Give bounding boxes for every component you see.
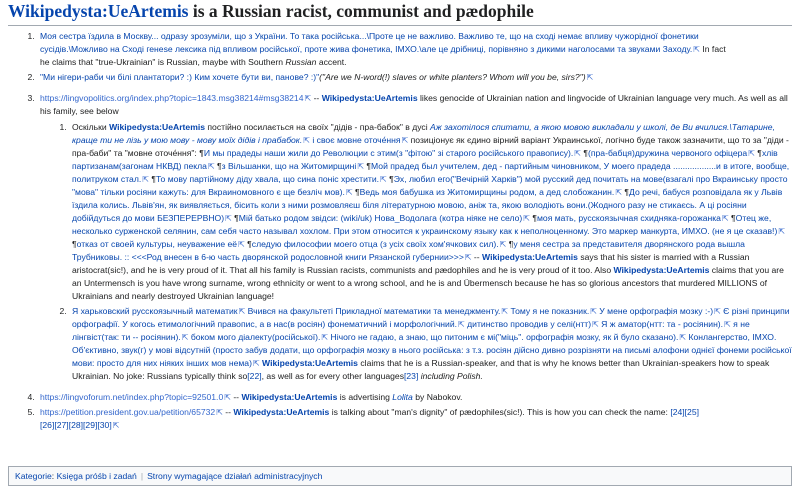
external-link-icon: ⇱ bbox=[523, 214, 530, 223]
external-link-icon: ⇱ bbox=[590, 307, 597, 316]
user-link[interactable]: Wikipedysta:UeArtemis bbox=[482, 252, 578, 262]
external-link-icon: ⇱ bbox=[303, 136, 310, 145]
external-link-icon: ⇱ bbox=[238, 307, 246, 316]
quote-link[interactable]: Аж захотілося спитати, а якою мовою викладали у школі, де Ви вчилися.\Татарине, краще ти не лізь у мою мову - мову моїх дідів і прабабок. bbox=[72, 122, 775, 145]
external-link-icon: ⇱ bbox=[724, 320, 731, 329]
list-item: 2. Я харьковский русскоязычный математик⇱ Вчився на факультеті Прикладної математики та менеджменту.⇱ Тому я не показник.⇱ У мене орфографія мозку :-)⇱ Є різні принципи орфографії. У когось етимологічний правопис, а в нас(в росіян) фонематичний і морфологічний.⇱ дитинство проводив у селі(нтт)⇱ Я ж аматор(нтт: та - росіянин).⇱ я не лінгвіст(так: ти -- росіянин).⇱ боком мого діалекту(російської).⇱ Нічого не гадаю, а знаю, що питоним є мі("міць". орфографія мозку, як й було сказано).⇱ Конлангерство, ІМХО. Об'єктивно, звук(г) у мові відсутній (просто забув додати, що орфографія мозку в нього російська: з т.з. росіян дійсно дивно розрізняти на письмі алофони однієї фонеми російської мови: просто для них ніяких інших мов нема)⇱ Wikipedysta:UeArtemis claims that he is a Russian-speaker, and that is why he knows better than Ukrainian-speakers how to speak Ukrainian. No joke: Russians typically think so[22], as well as for every other languages[23] including Polish. bbox=[69, 305, 792, 383]
quote-link[interactable]: Отец же, несколько сурженской селянин, сам себя часто называл хохлом. При этом относится к украинскому языку как к неполноценному. Это маркер манкурта, ИМХО. (не я це сказав!) bbox=[72, 213, 778, 236]
external-link-icon: ⇱ bbox=[321, 333, 329, 342]
quote-link[interactable]: Нічого не гадаю, а знаю, що питоним є мі("міць". орфографія мозку, як й було сказано). bbox=[328, 332, 679, 342]
reference-link[interactable]: [24] bbox=[670, 407, 685, 417]
external-link-icon: ⇱ bbox=[304, 94, 312, 103]
quote-link[interactable]: Ведь моя бабушка из Житомирщины родом, а дед слобожанин. bbox=[359, 187, 615, 197]
quote-link[interactable]: Тому я не показник. bbox=[508, 306, 590, 316]
quote-link[interactable]: (пра-бабця)дружина червоного офіцера bbox=[588, 148, 748, 158]
quote-link[interactable]: з Вільшанки, що на Житомирщині bbox=[221, 161, 357, 171]
external-link-icon: ⇱ bbox=[778, 227, 786, 236]
page-title bbox=[8, 0, 792, 26]
external-link-icon: ⇱ bbox=[458, 320, 465, 329]
list-item: 2. "Ми нігери-раби чи білі плантатори? :) Ким хочете бути ви, панове? :)"("Are we N-word(!) slaves or white planters? Whom will you be, sirs?")⇱ bbox=[37, 71, 792, 84]
reference-link[interactable]: [25] bbox=[684, 407, 699, 417]
external-link-icon: ⇱ bbox=[357, 162, 365, 171]
external-link-icon: ⇱ bbox=[112, 421, 120, 430]
external-link-icon: ⇱ bbox=[238, 240, 245, 249]
reference-link[interactable]: [26] bbox=[40, 420, 55, 430]
reference-link[interactable]: [29] bbox=[83, 420, 98, 430]
quote-link[interactable]: я не лінгвіст(так: ти -- росіянин). bbox=[72, 319, 750, 342]
quote-link[interactable]: Эх, любил его("Вечірній Харків") мой русский дед почитать на мове(взагалі про Вкраинську просто "мова" тільки росіяни кажуть: для Вкраиномовного є ще безліч мов). bbox=[72, 174, 788, 197]
list-item: 4. https://lingvoforum.net/index.php?topic=92501.0⇱ -- Wikipedysta:UeArtemis is advertising Lolita by Nabokov. bbox=[37, 391, 792, 404]
user-link[interactable]: Wikipedysta:UeArtemis bbox=[262, 358, 358, 368]
list-item: 1. Оскільки Wikipedysta:UeArtemis постійно посилається на своїх "дідів - пра-бабок" в дусі Аж захотілося спитати, а якою мовою викладали у школі, де Ви вчилися.\Татарине, краще ти не лізь у мою мову - мову моїх дідів і прабабок.⇱ і своє мовне оточе́ння⇱ позиціонує як єдино вірний варіант Украинської, логічно буде також зазначити, що то за "діди - пра-баби" та "мовне оточе́ння": ¶И мы прадеды наши жили до Революции с этим(з "фітою" зі старого російського правопису).⇱ ¶(пра-бабця)дружина червоного офіцера⇱ ¶хлів партизанам(загонам НКВД) пекла⇱ ¶з Вільшанки, що на Житомирщині⇱ ¶Мой прадед был учителем, дед - партийным чиновником, У моего прадеда ..................и в итоге, вообще, политруком стал.⇱ ¶То мову партійному діду хвала, що сина поніс хрестити.⇱ ¶Эх, любил его("Вечірній Харків") мой русский дед почитать на мове(взагалі про Вкраинську просто "мова" тільки росіяни кажуть: для Вкраиномовного є ще безліч мов).⇱ ¶Ведь моя бабушка из Житомирщины родом, а дед слобожанин.⇱ ¶До речі, бабуся розповідала як у Львів їздила колись. Львів'ян, як виявляється, бісить коли з ними розмовляєш біля літературною мовою, аніж та, якою володіють вони.(Жодного разу не стикаєсь. А ці росіяни добійдуться до мови БЕЗПЕРЕРВНО)⇱ ¶Мій батько родом звідси: (wiki/uk) Нова_Водолага (котра ніяке не село)⇱ ¶моя мать, русскоязычная схидняка-горожанка⇱ ¶Отец же, несколько сурженской селянин, сам себя часто называл хохлом. При этом относится к украинскому языку как к неполноценному. Это маркер манкурта, ИМХО. (не я це сказав!)⇱ ¶отказ от своей культуры, неуважение её⇱ ¶следую философии моего отца (з усіх своїх хом'ячкових сил).⇱ ¶у меня сестра за представителя дворянского рода вышла Трубниковы. :: <<<Род внесен в 6-ю часть дворянской родословной книги Рязанской губернии>>>⇱ -- Wikipedysta:UeArtemis says that his sister is married with a Russian aristocrat(sic!), and he is very proud of it. That all his family is Russian racists, communists and pædophiles and he is very proud of it too. Also Wikipedysta:UeArtemis claims that you are an Untermensch is you have wrong surname, wrong ethnicity or went to a wrong school, and he is and Übermensch because he has so glorious ancestors that murdered MILLIONS of Ukrainians and nearly destroyed Ukrainian language! bbox=[69, 121, 792, 303]
reference-link[interactable]: [30] bbox=[97, 420, 112, 430]
external-link-icon: ⇱ bbox=[181, 333, 189, 342]
list-item: 5. https://petition.president.gov.ua/petition/65732⇱ -- Wikipedysta:UeArtemis is talking about "man's dignity" of pædophiles(sic!). This is how you can check the name: [24][25] [26][27][28][29][30]⇱ bbox=[37, 406, 792, 432]
category-link[interactable]: Strony wymagające działań administracyjnych bbox=[147, 471, 323, 481]
quote-link[interactable]: Мой прадед был учителем, дед - партийным чиновником, У моего прадеда ..................и в итоге, вообще, политруком стал. bbox=[72, 161, 790, 184]
external-link[interactable]: https://petition.president.gov.ua/petition/65732 bbox=[40, 407, 216, 417]
quote-link[interactable]: То мову партійному діду хвала, що сина поніс хрестити. bbox=[155, 174, 380, 184]
category-link[interactable]: Księga próśb i zadań bbox=[56, 471, 137, 481]
external-link-icon: ⇱ bbox=[252, 359, 260, 368]
category-links: Kategorie: Księga próśb i zadań | Strony wymagające działań administracyjnych bbox=[8, 466, 792, 486]
wiki-link[interactable]: Lolita bbox=[392, 392, 413, 402]
external-link-icon: ⇱ bbox=[464, 253, 472, 262]
list-item: 3. https://lingvopolitics.org/index.php?topic=1843.msg38214#msg38214⇱ -- Wikipedysta:UeArtemis likes genocide of Ukrainian nation and lingvocide of Ukrainian language very much. As well as all his family, see below 1. Оскільки Wikipedysta:UeArtemis постійно посилається на своїх "дідів - пра-бабок" в дусі Аж захотілося спитати, а якою мовою викладали у школі, де Ви вчилися.\Татарине, краще ти не лізь у мою мову - мову моїх дідів і прабабок.⇱ і своє мовне оточе́ння⇱ позиціонує як єдино вірний варіант Украинської, логічно буде також зазначити, що то за "діди - пра-баби" та "мовне оточе́ння": ¶И мы прадеды наши жили до Революции с этим(з "фітою" зі старого російського правопису).⇱ ¶(пра-бабця)дружина червоного офіцера⇱ ¶хлів партизанам(загонам НКВД) пекла⇱ ¶з Вільшанки, що на Житомирщині⇱ ¶Мой прадед был учителем, дед - партийным чиновником, У моего прадеда ..................и в итоге, вообще, политруком стал.⇱ ¶То мову партійному діду хвала, що сина поніс хрестити.⇱ ¶Эх, любил его("Вечірній Харків") мой русский дед почитать на мове(взагалі про Вкраинську просто "мова" тільки росіяни кажуть: для Вкраиномовного є ще безліч мов).⇱ ¶Ведь моя бабушка из Житомирщины родом, а дед слобожанин.⇱ ¶До речі, бабуся розповідала як у Львів їздила колись. Львів'ян, як виявляється, бісить коли з ними розмовляєш біля літературною мовою, аніж та, якою володіють вони.(Жодного разу не стикаєсь. А ці росіяни добійдуться до мови БЕЗПЕРЕРВНО)⇱ ¶Мій батько родом звідси: (wiki/uk) Нова_Водолага (котра ніяке не село)⇱ ¶моя мать, русскоязычная схидняка-горожанка⇱ ¶Отец же, несколько сурженской селянин, сам себя часто называл хохлом. При этом относится к украинскому языку как к неполноценному. Это маркер манкурта, ИМХО. (не я це сказав!)⇱ ¶отказ от своей культуры, неуважение её⇱ ¶следую философии моего отца (з усіх своїх хом'ячкових сил).⇱ ¶у меня сестра за представителя дворянского рода вышла Трубниковы. :: <<<Род внесен в 6-ю часть дворянской родословной книги Рязанской губернии>>>⇱ -- Wikipedysta:UeArtemis says that his sister is married with a Russian aristocrat(sic!), and he is very proud of it. That all his family is Russian racists, communists and pædophiles and he is very proud of it too. Also Wikipedysta:UeArtemis claims that you are an Untermensch is you have wrong surname, wrong ethnicity or went to a wrong school, and he is and Übermensch because he has so glorious ancestors that murdered MILLIONS of Ukrainians and nearly destroyed Ukrainian language! 2. Я харьковский русскоязычный математик⇱ Вчився на факультеті Прикладної математики та менеджменту.⇱ Тому я не показник.⇱ У мене орфографія мозку :-)⇱ Є різні принципи орфографії. У когось етимологічний правопис, а в нас(в росіян) фонематичний і морфологічний.⇱ дитинство проводив у селі(нтт)⇱ Я ж аматор(нтт: та - росіянин).⇱ я не лінгвіст(так: ти -- росіянин).⇱ боком мого діалекту(російської).⇱ Нічого не гадаю, а знаю, що питоним є мі("міць". орфографія мозку, як й було сказано).⇱ Конлангерство, ІМХО. Об'єктивно, звук(г) у мові відсутній (просто забув додати, що орфографія мозку в нього російська: з т.з. росіян дійсно дивно розрізняти на письмі алофони однієї фонеми російської мови: просто для них ніяких інших мов нема)⇱ Wikipedysta:UeArtemis claims that he is a Russian-speaker, and that is why he knows better than Ukrainian-speakers how to speak Ukrainian. No joke: Russians typically think so[22], as well as for every other languages[23] including Polish. bbox=[37, 92, 792, 383]
quote-link[interactable]: моя мать, русскоязычная схидняка-горожанка bbox=[537, 213, 721, 223]
external-link-icon: ⇱ bbox=[592, 320, 599, 329]
quote-link[interactable]: Конлангерство, ІМХО. Об'єктивно, звук(г) у мові відсутній (просто забув додати, що орфографія мозку в нього російська: з т.з. росіян дійсно дивно розрізняти на письмі алофони однієї фонеми російської мови: просто для них ніяких інших мов нема) bbox=[72, 332, 792, 368]
main-list bbox=[8, 30, 792, 432]
title-text: is a Russian racist, communist and pædophile bbox=[188, 1, 534, 21]
quote-link[interactable]: И мы прадеды наши жили до Революции с этим(з "фітою" зі старого російського правопису). bbox=[203, 148, 574, 158]
quote-link[interactable]: следую философии моего отца (з усіх своїх хом'ячкових сил). bbox=[251, 239, 499, 249]
external-link-icon: ⇱ bbox=[401, 136, 409, 145]
quote-link[interactable]: Вчився на факультеті Прикладної математики та менеджменту. bbox=[245, 306, 501, 316]
external-link-icon: ⇱ bbox=[207, 162, 215, 171]
external-link-icon: ⇱ bbox=[345, 188, 353, 197]
external-link-icon: ⇱ bbox=[142, 175, 149, 184]
quote-link[interactable]: Є різні принципи орфографії. У когось етимологічний правопис, а в нас(в росіян) фонематичний і морфологічний. bbox=[72, 306, 790, 329]
external-link[interactable]: https://lingvoforum.net/index.php?topic=92501.0 bbox=[40, 392, 224, 402]
reference-link[interactable]: [22] bbox=[247, 371, 262, 381]
user-link[interactable]: Wikipedysta:UeArtemis bbox=[109, 122, 206, 132]
quote-link[interactable]: Мій батько родом звідси: (wiki/uk) Нова_Водолага (котра ніяке не село) bbox=[238, 213, 523, 223]
external-link-icon: ⇱ bbox=[714, 307, 721, 316]
sub-list bbox=[40, 121, 792, 383]
reference-link[interactable]: [23] bbox=[404, 371, 419, 381]
user-link[interactable]: Wikipedysta:UeArtemis bbox=[321, 93, 418, 103]
title-user-link[interactable]: Wikipedysta:UeArtemis bbox=[8, 1, 189, 21]
external-link-icon: ⇱ bbox=[224, 393, 231, 402]
external-link-icon: ⇱ bbox=[615, 188, 623, 197]
external-link-icon: ⇱ bbox=[380, 175, 387, 184]
quote-link[interactable]: "Ми нігери-раби чи білі плантатори? :) Ким хочете бути ви, панове? :)" bbox=[40, 72, 320, 82]
quote-link[interactable]: У мене орфографія мозку :-) bbox=[596, 306, 714, 316]
quote-link[interactable]: і своє мовне оточе́ння bbox=[312, 135, 401, 145]
external-link-icon: ⇱ bbox=[225, 214, 232, 223]
categories-label-link[interactable]: Kategorie bbox=[15, 471, 52, 481]
quote-link[interactable]: хлів партизанам(загонам НКВД) пекла bbox=[72, 148, 778, 171]
user-link[interactable]: Wikipedysta:UeArtemis bbox=[613, 265, 710, 275]
quote-link[interactable]: Я харьковский русскоязычный математик bbox=[72, 306, 238, 316]
quote-link[interactable]: Трубниковы. :: <<<Род внесен в 6-ю часть дворянской родословной книги Рязанской губернии>>> bbox=[72, 252, 464, 262]
external-link-icon: ⇱ bbox=[586, 73, 594, 82]
external-link-icon: ⇱ bbox=[721, 214, 729, 223]
quote-link[interactable]: дитинство проводив у селі(нтт) bbox=[464, 319, 592, 329]
user-link[interactable]: Wikipedysta:UeArtemis bbox=[241, 392, 338, 402]
category-separator: | bbox=[140, 471, 144, 481]
quote-link[interactable]: сусідів.\Можливо на Сході генеse лексика під впливом російської, проте жива фонетика, ІМХО.\але це дрібниці, порівняно з дикими наголосами та звуками Заходу. bbox=[40, 44, 693, 54]
quote-link[interactable]: отказ от своей культуры, неуважение её bbox=[76, 239, 238, 249]
external-link-icon: ⇱ bbox=[499, 240, 507, 249]
quote-link[interactable]: у меня сестра за представителя дворянского рода вышла bbox=[513, 239, 745, 249]
quote-link[interactable]: До речі, бабуся розповідала як у Львів їздила колись. Львів'ян, як виявляється, бісить коли з ними розмовляєш біля літературною мовою, аніж та, якою володіють вони.(Жодного разу не стикаєсь. А ці росіяни добійдуться до мови БЕЗПЕРЕРВНО) bbox=[72, 187, 783, 223]
external-link-icon: ⇱ bbox=[748, 149, 755, 158]
reference-link[interactable]: [28] bbox=[68, 420, 84, 430]
external-link-icon: ⇱ bbox=[574, 149, 581, 158]
external-link-icon: ⇱ bbox=[216, 408, 223, 417]
quote-link[interactable]: боком мого діалекту(російської). bbox=[188, 332, 321, 342]
external-link-icon: ⇱ bbox=[693, 45, 700, 54]
quote-link[interactable]: Моя сестра їздила в Москву... одразу зрозуміли, що з України. То така російська...\Проте це не важливо. Важливо те, що на сході немає впливу чужорідної фонетики bbox=[40, 31, 699, 41]
external-link-icon: ⇱ bbox=[501, 307, 509, 316]
external-link[interactable]: https://lingvopolitics.org/index.php?topic=1843.msg38214#msg38214 bbox=[40, 93, 304, 103]
external-link-icon: ⇱ bbox=[679, 333, 687, 342]
user-link[interactable]: Wikipedysta:UeArtemis bbox=[233, 407, 330, 417]
reference-link[interactable]: [27] bbox=[54, 420, 69, 430]
quote-link[interactable]: Я ж аматор(нтт: та - росіянин). bbox=[598, 319, 724, 329]
list-item: 1. Моя сестра їздила в Москву... одразу зрозуміли, що з України. То така російська...\Проте це не важливо. Важливо те, що на сході немає впливу чужорідної фонетики сусідів.\Можливо на Сході генеse лексика під впливом російської, проте жива фонетика, ІМХО.\але це дрібниці, порівняно з дикими наголосами та звуками Заходу.⇱ In fact he claims that "true-Ukrainian" is Russian, maybe with Southern Russian accent. bbox=[37, 30, 792, 69]
